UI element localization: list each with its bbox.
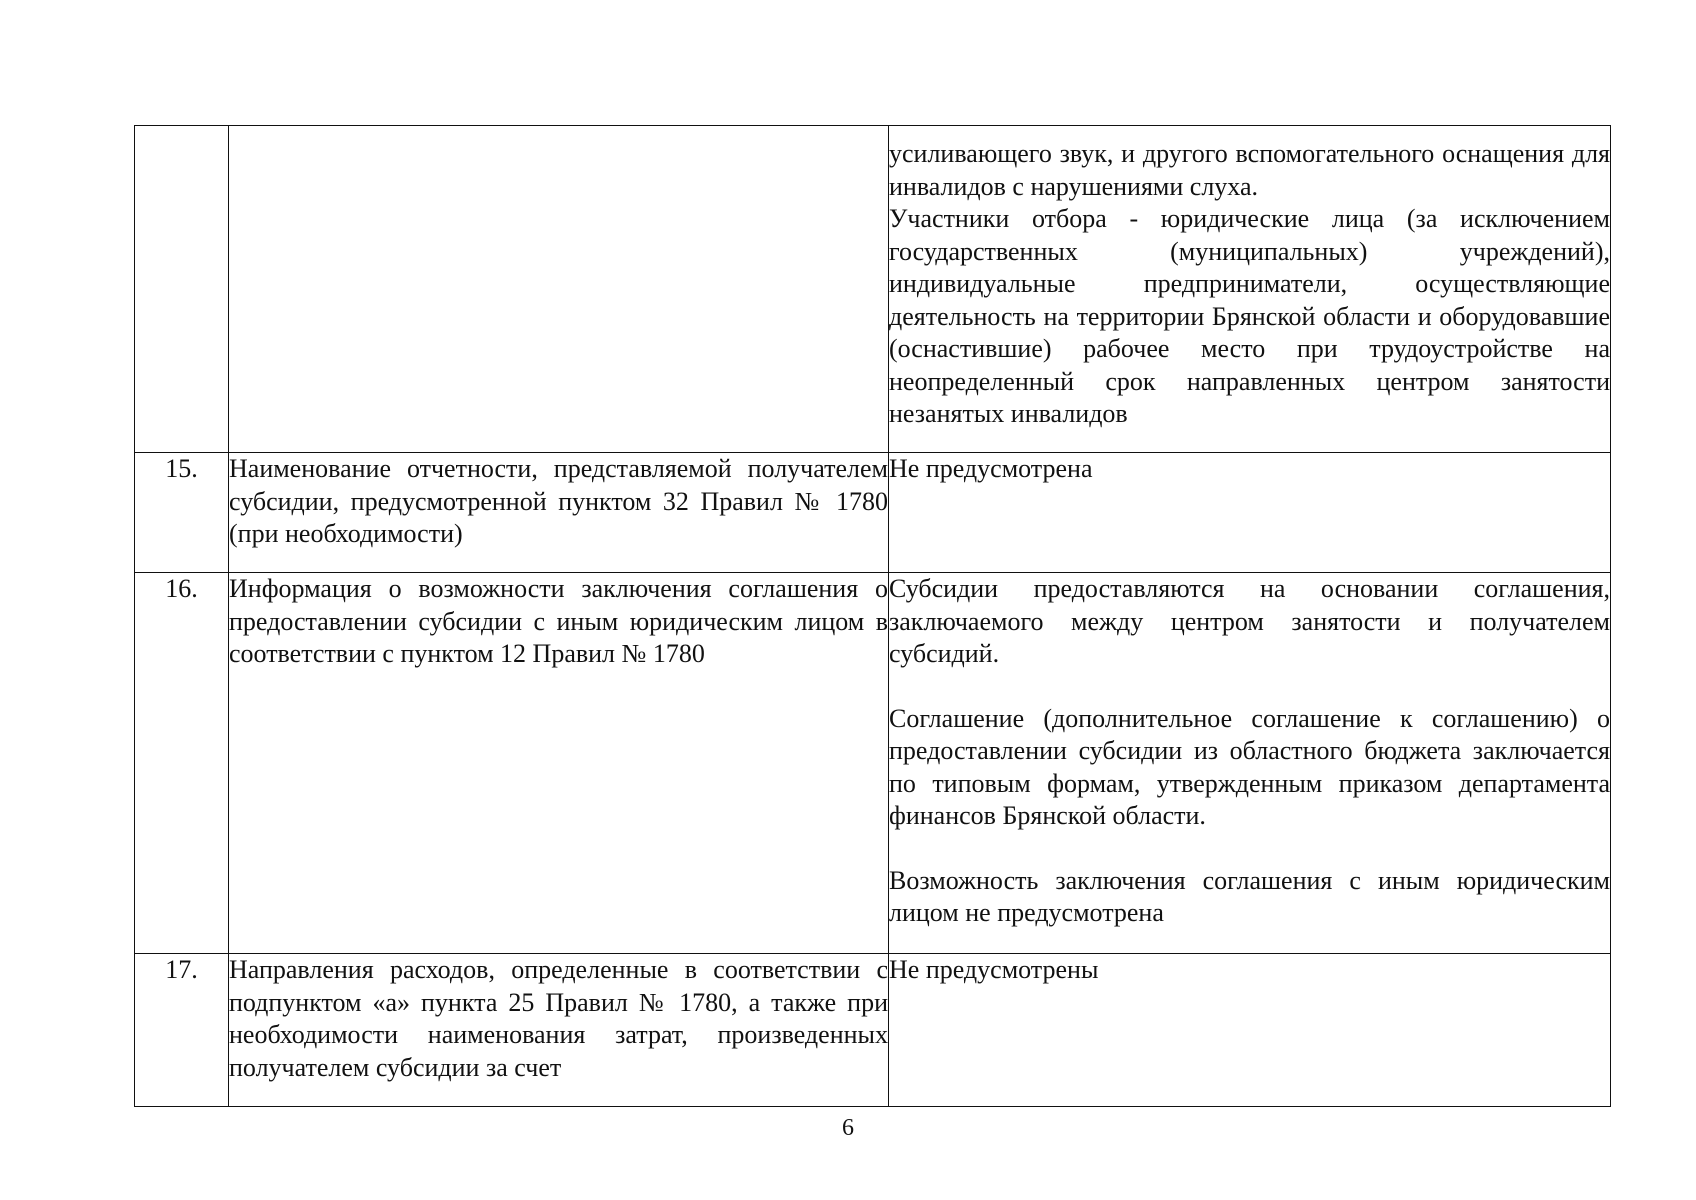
requirements-table xyxy=(134,125,1611,1107)
value-paragraph: Не предусмотрены xyxy=(889,955,1099,984)
page-number: 6 xyxy=(842,1115,854,1141)
row-number: 15. xyxy=(135,453,229,573)
row-number xyxy=(135,126,229,453)
value-paragraph: Участники отбора - юридические лица (за исключением государственных (муниципальных) учреждений), индивидуальные предприниматели, осуществляющие деятельность на территории Брянской области и оборудовавшие (оснастившие) рабочее место при трудоустройстве на неопределенный срок направленных центром занятости незанятых инвалидов xyxy=(889,204,1610,428)
row-value xyxy=(889,954,1611,1107)
row-number: 16. xyxy=(135,573,229,954)
table-row xyxy=(135,126,1611,453)
row-value xyxy=(889,573,1611,954)
table-row xyxy=(135,453,1611,573)
row-number: 17. xyxy=(135,954,229,1107)
value-paragraph: Возможность заключения соглашения с иным юридическим лицом не предусмотрена xyxy=(889,865,1610,927)
value-paragraph: Не предусмотрена xyxy=(889,454,1093,483)
value-paragraph: Соглашение (дополнительное соглашение к соглашению) о предоставлении субсидии из областного бюджета заключается по типовым формам, утвержденным приказом департамента финансов Брянской области. xyxy=(889,703,1610,830)
row-name: Направления расходов, определенные в соответствии с подпунктом «а» пункта 25 Правил № 1780, а также при необходимости наименования затрат, произведенных получателем субсидии за счет xyxy=(229,954,889,1107)
row-value xyxy=(889,453,1611,573)
row-name: Наименование отчетности, представляемой получателем субсидии, предусмотренной пунктом 32 Правил № 1780 (при необходимости) xyxy=(229,453,889,573)
value-paragraph: усиливающего звук, и другого вспомогательного оснащения для инвалидов с нарушениями слуха. xyxy=(889,139,1610,201)
row-name xyxy=(229,126,889,453)
row-name: Информация о возможности заключения соглашения о предоставлении субсидии с иным юридическим лицом в соответствии с пунктом 12 Правил № 1780 xyxy=(229,573,889,954)
table-row xyxy=(135,954,1611,1107)
table-row xyxy=(135,573,1611,954)
row-value xyxy=(889,126,1611,453)
value-paragraph: Субсидии предоставляются на основании соглашения, заключаемого между центром занятости и получателем субсидий. xyxy=(889,574,1610,668)
